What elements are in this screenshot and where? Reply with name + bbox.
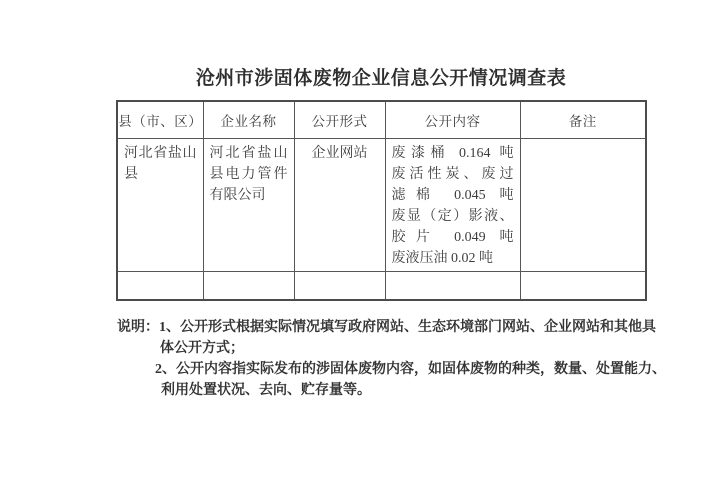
survey-table	[116, 100, 647, 301]
note-line: 说明：1、公开形式根据实际情况填写政府网站、生态环境部门网站、企业网站和其他具	[117, 320, 656, 335]
text-line: 有限公司	[209, 188, 266, 203]
text-line: 企业网站	[311, 146, 368, 161]
notes-section	[117, 317, 666, 401]
table-row	[117, 139, 646, 272]
text-line: 县电力管件	[209, 167, 288, 182]
empty-cell	[294, 272, 385, 300]
text-line: 废显（定）影液、	[391, 209, 514, 224]
text-line: 废液压油 0.02 吨	[391, 251, 493, 266]
header-cell-form: 公开形式	[294, 101, 385, 139]
note-line: 体公开方式；	[160, 341, 244, 356]
note-line: 2、公开内容指实际发布的涉固体废物内容，如固体废物的种类，数量、处置能力、	[155, 362, 666, 377]
text-line: 滤棉 0.045 吨	[391, 188, 514, 203]
cell-disclosure-form	[294, 139, 385, 272]
text-line: 河北省盐山	[124, 146, 197, 161]
document-title: 沧州市涉固体废物企业信息公开情况调查表	[195, 68, 567, 89]
cell-remark	[520, 139, 646, 272]
header-cell-remark: 备注	[520, 101, 646, 139]
cell-company	[203, 139, 294, 272]
empty-cell	[385, 272, 520, 300]
empty-cell	[203, 272, 294, 300]
text-line: 废漆桶 0.164 吨	[391, 146, 514, 161]
cell-county	[117, 139, 203, 272]
text-line: 河北省盐山	[209, 146, 288, 161]
note-line: 利用处置状况、去向、贮存量等。	[161, 383, 371, 398]
empty-cell	[520, 272, 646, 300]
header-cell-company: 企业名称	[203, 101, 294, 139]
table-header-row	[117, 101, 646, 139]
text-line: 废活性炭、废过	[391, 167, 514, 182]
empty-table-row	[117, 272, 646, 300]
text-line: 县	[124, 167, 138, 182]
empty-cell	[117, 272, 203, 300]
header-cell-county: 县（市、区）	[117, 101, 203, 139]
text-line: 胶片 0.049 吨	[391, 230, 514, 245]
cell-disclosure-content	[385, 139, 520, 272]
header-cell-content: 公开内容	[385, 101, 520, 139]
